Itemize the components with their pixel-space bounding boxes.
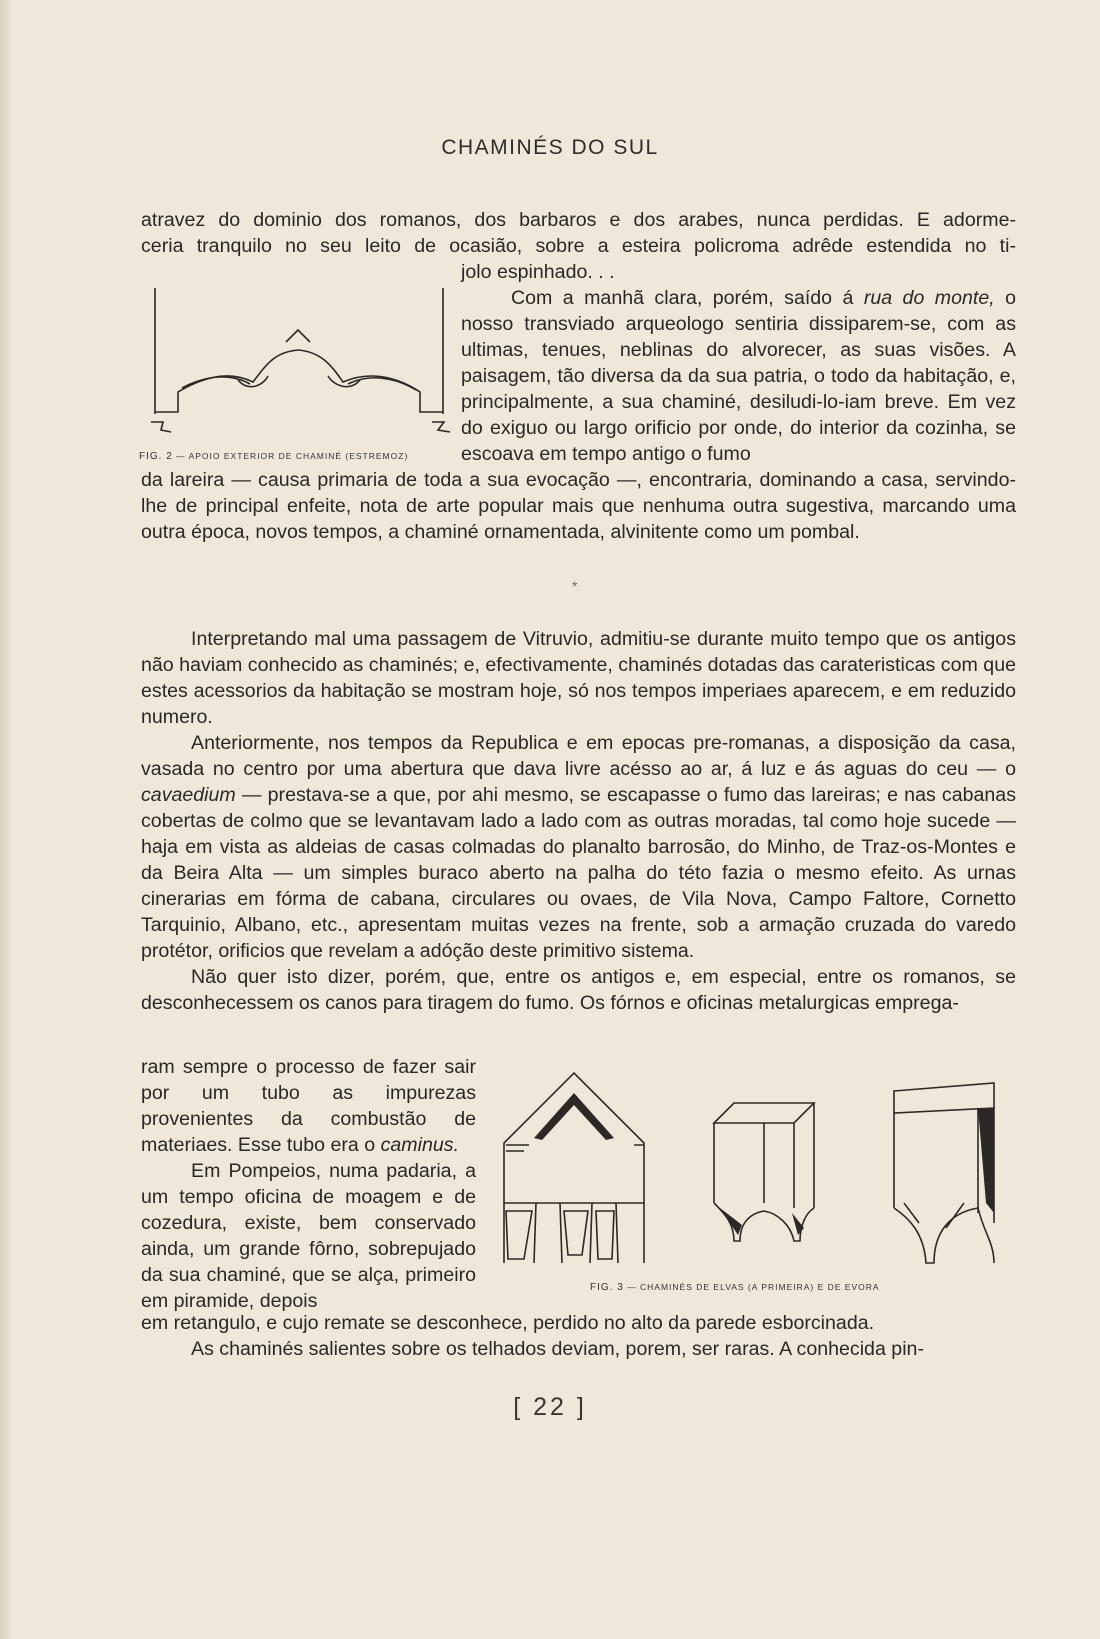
italic-text: caminus.	[380, 1134, 460, 1156]
text-paragraph: da lareira — causa primaria de toda a sua evocação —, encontraria, dominando a casa, servindo-lhe de principal enfeite, nota de arte popular mais que nenhuma outra sugestiva, marcando uma outra época, novos tempos, a chaminé ornamentada, alvinitente como um pombal.	[141, 469, 1016, 543]
paragraph-1-side	[461, 259, 1016, 467]
text-paragraph	[141, 1054, 476, 1158]
text-run: Anteriormente, nos tempos da Republica e em epocas pre-romanas, a disposição da casa, vasada no centro por uma abertura que dava livre acésso ao ar, á luz e ás aguas do ceu — o	[141, 732, 1016, 780]
fig2-caption-text: — APOIO EXTERIOR DE CHAMINÉ (ESTREMOZ)	[176, 451, 409, 461]
paragraph-1-top	[141, 207, 1016, 259]
text-paragraph: Interpretando mal uma passagem de Vitruvio, admitiu-se durante muito tempo que os antigos não haviam conhecido as chaminés; e, efectivamente, chaminés dotadas das carateristicas com que estes acessorios da habitação se mostram hoje, só nos tempos imperiaes aparecem, e em reduzido numero.	[141, 628, 1016, 728]
text-run: — prestava-se a que, por ahi mesmo, se escapasse o fumo das lareiras; e nas cabanas cobertas de colmo que se levantavam lado a lado com as outras moradas, tal como hoje sucede — haja em vista as aldeias de casas colmadas do planalto barrosão, do Minho, de Traz-os-Montes e da Beira Alta — um simples buraco aberto na palha do této fazia o mesmo efeito. As urnas cinerarias em fórma de cabana, circulares ou ovaes, de Vila Nova, Campo Faltore, Cornetto Tarquinio, Albano, etc., apresentam muitas vezes na frente, sob a armação cruzada do varedo protétor, orificios que revelam a adóção deste primitivo sistema.	[141, 784, 1016, 962]
text-paragraph	[141, 730, 1016, 964]
fig3-chimneys-illustration	[494, 1063, 1014, 1268]
paragraph-1-bottom	[141, 467, 1016, 545]
text-line: atravez do dominio dos romanos, dos barbaros e dos arabes, nunca perdidas. E adorme-	[141, 209, 1016, 231]
paragraph-4-end	[141, 1310, 1016, 1362]
page-number: [ 22 ]	[513, 1393, 587, 1421]
text-paragraph: Em Pompeios, numa padaria, a um tempo oficina de moagem e de cozedura, existe, bem conservado ainda, um grande fôrno, sobrepujado da sua chaminé, que se alça, primeiro em piramide, depois	[141, 1160, 476, 1312]
text-run: ram sempre o processo de fazer sair por um tubo as impurezas provenientes da combustão de materiaes. Esse tubo era o	[141, 1056, 476, 1156]
fig3-label: FIG. 3	[590, 1282, 624, 1293]
paragraph-2	[141, 626, 1016, 1016]
italic-text: rua do monte,	[863, 287, 995, 309]
fig2-caption	[139, 451, 408, 462]
text-run: Com a manhã clara, porém, saído á	[511, 287, 864, 309]
page-title: CHAMINÉS DO SUL	[441, 136, 659, 159]
text-paragraph	[461, 285, 1016, 467]
text-paragraph: As chaminés salientes sobre os telhados deviam, porem, ser raras. A conhecida pin-	[191, 1338, 924, 1360]
text-run: o nosso transviado arqueologo sentiria dissiparem-se, com as ultimas, tenues, neblinas do alvorecer, as suas visões. A paisagem, tão diversa da da sua patria, o todo da habitação, e, principalmente, a sua chaminé, desiludi-lo-iam breve. Em vez do exiguo ou largo orificio por onde, do interior da cozinha, se escoava em tempo antigo o fumo	[461, 287, 1016, 465]
fig3-caption	[590, 1282, 880, 1293]
text-line: ceria tranquilo no seu leito de ocasião, sobre a esteira policroma adrêde estendida no ti-	[141, 235, 1016, 257]
text-line: em retangulo, e cujo remate se desconhece, perdido no alto da parede esborcinada.	[141, 1312, 875, 1334]
fig2-label: FIG. 2	[139, 451, 173, 462]
text-line: jolo espinhado. . .	[461, 261, 615, 283]
fig2-chimney-support-illustration	[138, 282, 458, 454]
section-separator: *	[572, 578, 578, 594]
text-paragraph: Não quer isto dizer, porém, que, entre os antigos e, em especial, entre os romanos, se desconhecessem os canos para tiragem do fumo. Os fórnos e oficinas metalurgicas emprega-	[141, 966, 1016, 1014]
fig3-caption-text: — CHAMINÉS DE ELVAS (A PRIMEIRA) E DE EVORA	[627, 1282, 880, 1292]
italic-text: cavaedium	[141, 784, 236, 806]
paragraph-4-side	[141, 1054, 476, 1314]
